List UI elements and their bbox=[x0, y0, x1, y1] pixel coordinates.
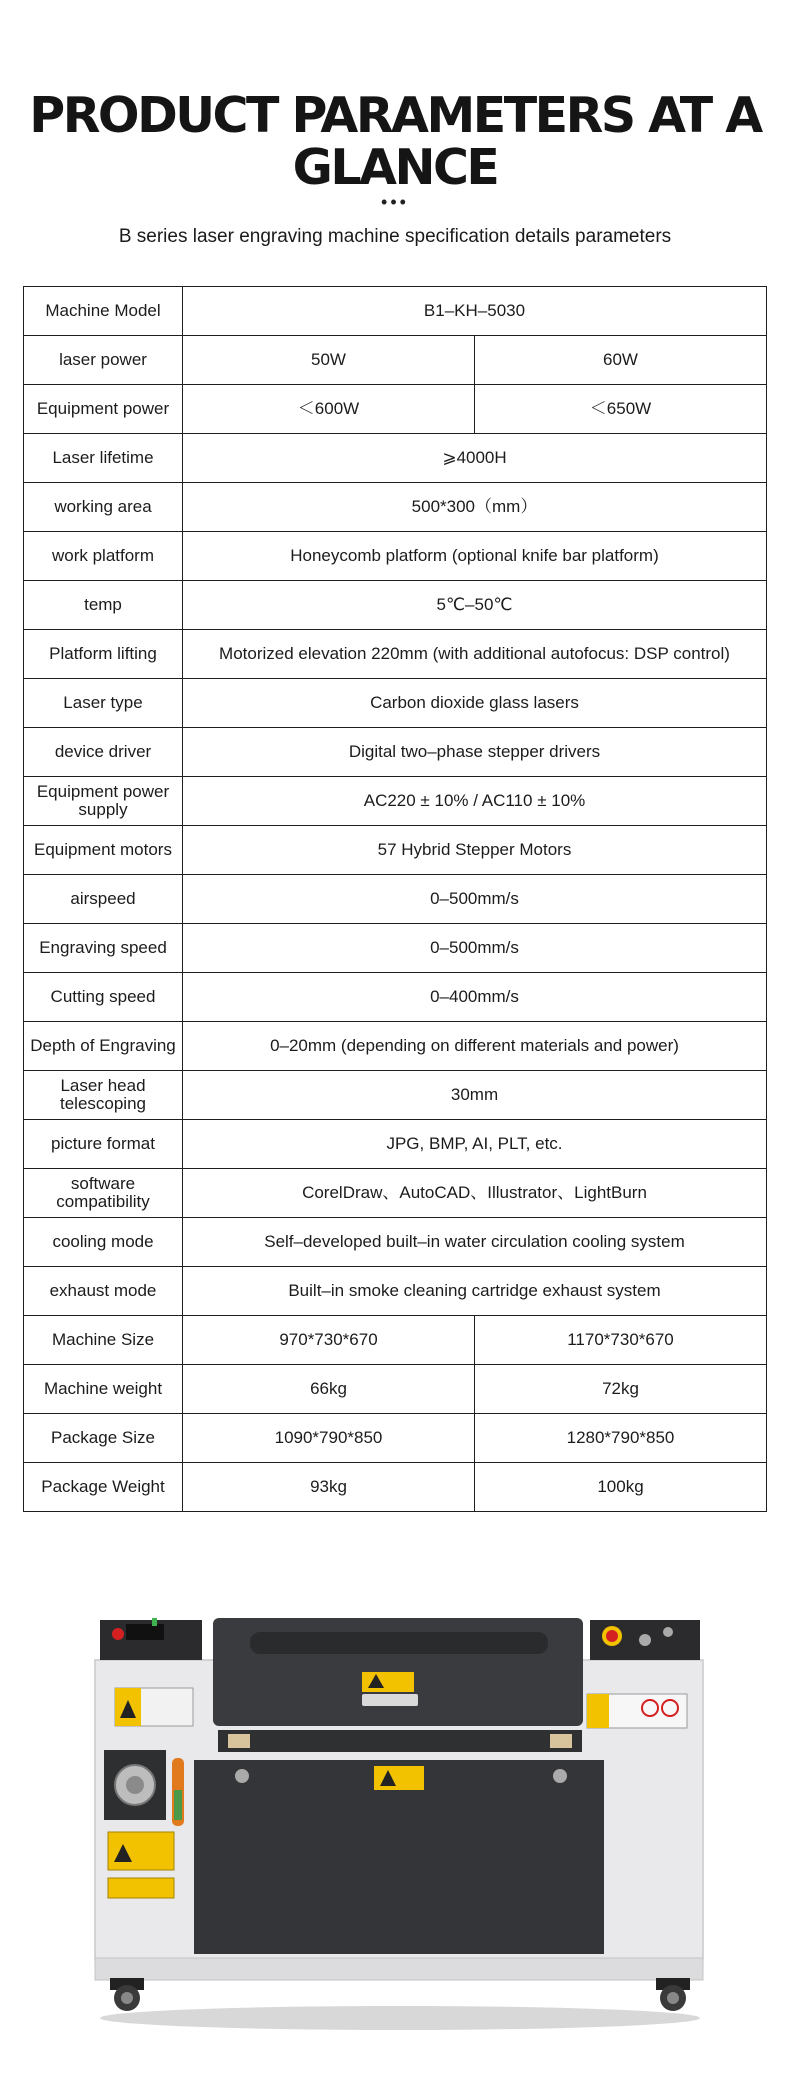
spec-row bbox=[24, 1169, 767, 1218]
page-title-line-2: GLANCE bbox=[292, 139, 498, 196]
spec-label: cooling mode bbox=[24, 1218, 183, 1267]
spec-label: Laser head telescoping bbox=[24, 1071, 183, 1120]
spec-label: laser power bbox=[24, 336, 183, 385]
spec-value: 0–500mm/s bbox=[183, 875, 767, 924]
spec-value-model-b: 100kg bbox=[475, 1463, 767, 1512]
spec-label: exhaust mode bbox=[24, 1267, 183, 1316]
spec-table-body bbox=[24, 287, 767, 1512]
spec-value: ⩾4000H bbox=[183, 434, 767, 483]
spec-value: 0–20mm (depending on different materials and power) bbox=[183, 1022, 767, 1071]
spec-row bbox=[24, 1120, 767, 1169]
spec-value: 30mm bbox=[183, 1071, 767, 1120]
spec-value-model-a: ＜600W bbox=[183, 385, 475, 434]
spec-row bbox=[24, 287, 767, 336]
spec-value-model-b: 1280*790*850 bbox=[475, 1414, 767, 1463]
spec-value-model-b: 72kg bbox=[475, 1365, 767, 1414]
spec-row bbox=[24, 924, 767, 973]
spec-row bbox=[24, 581, 767, 630]
spec-value: JPG, BMP, AI, PLT, etc. bbox=[183, 1120, 767, 1169]
spec-value: B1–KH–5030 bbox=[183, 287, 767, 336]
spec-row bbox=[24, 1022, 767, 1071]
machine-image bbox=[90, 1600, 710, 2040]
spec-value-model-b: 60W bbox=[475, 336, 767, 385]
laser-engraver-machine-illustration bbox=[90, 1600, 710, 2040]
spec-value-model-b: ＜650W bbox=[475, 385, 767, 434]
spec-row bbox=[24, 875, 767, 924]
spec-label: Package Weight bbox=[24, 1463, 183, 1512]
page-title bbox=[0, 87, 790, 196]
spec-label: Machine Model bbox=[24, 287, 183, 336]
spec-row bbox=[24, 1218, 767, 1267]
spec-value: 500*300（mm） bbox=[183, 483, 767, 532]
spec-row bbox=[24, 385, 767, 434]
spec-row bbox=[24, 434, 767, 483]
spec-value-model-a: 50W bbox=[183, 336, 475, 385]
spec-label: device driver bbox=[24, 728, 183, 777]
spec-label: Engraving speed bbox=[24, 924, 183, 973]
spec-row bbox=[24, 679, 767, 728]
spec-label: Equipment power bbox=[24, 385, 183, 434]
spec-row bbox=[24, 532, 767, 581]
spec-label: temp bbox=[24, 581, 183, 630]
spec-value-model-a: 93kg bbox=[183, 1463, 475, 1512]
spec-label: Depth of Engraving bbox=[24, 1022, 183, 1071]
page-subtitle: B series laser engraving machine specification details parameters bbox=[118, 226, 672, 247]
spec-label: work platform bbox=[24, 532, 183, 581]
spec-row bbox=[24, 1365, 767, 1414]
spec-label: Laser lifetime bbox=[24, 434, 183, 483]
spec-value-model-a: 66kg bbox=[183, 1365, 475, 1414]
spec-label: Laser type bbox=[24, 679, 183, 728]
spec-label: Machine weight bbox=[24, 1365, 183, 1414]
spec-row bbox=[24, 728, 767, 777]
spec-value: AC220 ± 10% / AC110 ± 10% bbox=[183, 777, 767, 826]
page-title-line-1: PRODUCT PARAMETERS AT A bbox=[29, 87, 761, 144]
spec-row bbox=[24, 483, 767, 532]
spec-row bbox=[24, 777, 767, 826]
spec-label: Machine Size bbox=[24, 1316, 183, 1365]
spec-row bbox=[24, 630, 767, 679]
spec-row bbox=[24, 1071, 767, 1120]
spec-row bbox=[24, 336, 767, 385]
spec-value: CorelDraw、AutoCAD、Illustrator、LightBurn bbox=[183, 1169, 767, 1218]
title-divider-dots: ••• bbox=[381, 192, 409, 212]
spec-row bbox=[24, 1414, 767, 1463]
spec-label: Package Size bbox=[24, 1414, 183, 1463]
spec-value: 0–400mm/s bbox=[183, 973, 767, 1022]
spec-label: Equipment motors bbox=[24, 826, 183, 875]
spec-value: Motorized elevation 220mm (with additional autofocus: DSP control) bbox=[183, 630, 767, 679]
spec-row bbox=[24, 973, 767, 1022]
spec-value: 5℃–50℃ bbox=[183, 581, 767, 630]
spec-row bbox=[24, 826, 767, 875]
spec-value-model-a: 1090*790*850 bbox=[183, 1414, 475, 1463]
spec-label: Equipment power supply bbox=[24, 777, 183, 826]
spec-value-model-b: 1170*730*670 bbox=[475, 1316, 767, 1365]
spec-label: Cutting speed bbox=[24, 973, 183, 1022]
spec-table bbox=[23, 286, 767, 1512]
spec-label: software compatibility bbox=[24, 1169, 183, 1218]
spec-label: Platform lifting bbox=[24, 630, 183, 679]
spec-value: Built–in smoke cleaning cartridge exhaust system bbox=[183, 1267, 767, 1316]
spec-row bbox=[24, 1267, 767, 1316]
spec-value: Honeycomb platform (optional knife bar platform) bbox=[183, 532, 767, 581]
spec-row bbox=[24, 1316, 767, 1365]
spec-label: working area bbox=[24, 483, 183, 532]
spec-label: airspeed bbox=[24, 875, 183, 924]
spec-value: Self–developed built–in water circulation cooling system bbox=[183, 1218, 767, 1267]
spec-row bbox=[24, 1463, 767, 1512]
spec-value: Digital two–phase stepper drivers bbox=[183, 728, 767, 777]
spec-value: Carbon dioxide glass lasers bbox=[183, 679, 767, 728]
spec-value: 0–500mm/s bbox=[183, 924, 767, 973]
spec-label: picture format bbox=[24, 1120, 183, 1169]
spec-value-model-a: 970*730*670 bbox=[183, 1316, 475, 1365]
spec-value: 57 Hybrid Stepper Motors bbox=[183, 826, 767, 875]
